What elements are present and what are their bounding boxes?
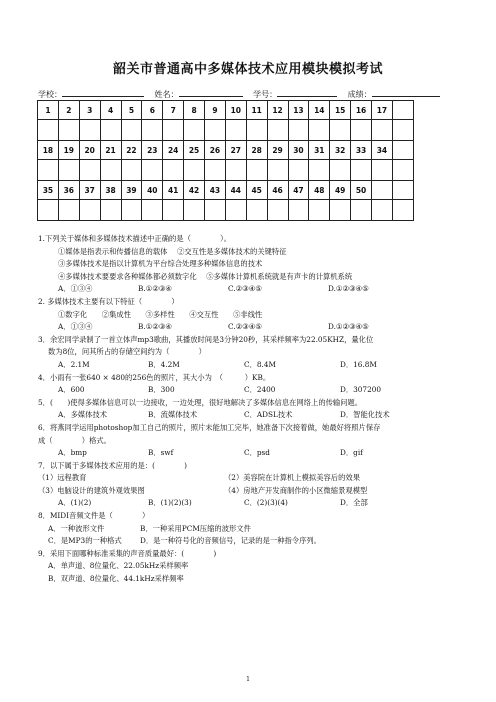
question-number-cell: 1 [38, 101, 59, 120]
q1-option-a[interactable]: A．①③④ [58, 284, 93, 294]
question-number-cell: 9 [205, 101, 226, 120]
answer-cell[interactable] [184, 160, 205, 181]
question-number-cell: 20 [79, 141, 100, 160]
q3-option-b[interactable]: B．4.2M [148, 359, 180, 369]
answer-cell[interactable] [351, 200, 372, 221]
answer-cell[interactable] [142, 120, 163, 141]
question-number-cell: 36 [58, 181, 79, 200]
answer-cell[interactable] [79, 200, 100, 221]
question-number-cell: 2 [58, 101, 79, 120]
q1-option-c[interactable]: C.②③④⑤ [228, 284, 262, 294]
score-field[interactable] [372, 88, 440, 97]
answer-cell[interactable] [392, 120, 413, 141]
question-number-cell [392, 181, 413, 200]
answer-cell[interactable] [288, 120, 309, 141]
answer-cell[interactable] [288, 160, 309, 181]
q8-option-d[interactable]: D．是一种符号化的音频信号，记录的是一种指令序列。 [140, 536, 321, 546]
answer-cell[interactable] [309, 200, 330, 221]
question-number-cell: 45 [246, 181, 267, 200]
question-number-cell: 4 [100, 101, 121, 120]
q1-statement-3: ④多媒体技术要要求各种媒体都必须数字化 ⑤多媒体计算机系统就是有声卡的计算机系统 [58, 271, 353, 281]
answer-cell[interactable] [309, 120, 330, 141]
school-label: 学校： [38, 90, 62, 99]
answer-number-row [38, 101, 414, 120]
q7-option-a[interactable]: A．(1)(2) [58, 498, 92, 508]
question-number-cell: 13 [288, 101, 309, 120]
question-number-cell: 18 [38, 141, 59, 160]
question-number-cell [392, 101, 413, 120]
question-number-cell: 27 [225, 141, 246, 160]
question-number-cell [372, 181, 393, 200]
answer-cell[interactable] [267, 200, 288, 221]
question-number-cell: 28 [246, 141, 267, 160]
question-number-cell: 41 [163, 181, 184, 200]
answer-cell[interactable] [372, 120, 393, 141]
q7-items-row2 [38, 485, 468, 498]
answer-cell[interactable] [288, 200, 309, 221]
q3-option-c[interactable]: C．8.4M [244, 359, 276, 369]
question-number-cell: 25 [184, 141, 205, 160]
answer-cell[interactable] [246, 120, 267, 141]
student-id-field[interactable] [277, 88, 337, 97]
question-number-cell: 37 [79, 181, 100, 200]
q7-item-3: （3）电脑设计的建筑外观效果图 [38, 485, 145, 495]
question-number-cell: 48 [309, 181, 330, 200]
q3-option-a[interactable]: A．2.1M [58, 359, 90, 369]
q7-items-row1 [38, 472, 468, 485]
answer-cell[interactable] [163, 200, 184, 221]
answer-cell[interactable] [58, 160, 79, 181]
answer-cell[interactable] [163, 120, 184, 141]
q7-item-2: （2）美容院在计算机上模拟美容后的效果 [224, 473, 360, 483]
q2-options [38, 321, 468, 334]
q1-option-d[interactable]: D.①②③④⑤ [328, 284, 369, 294]
question-number-cell [392, 141, 413, 160]
answer-grid [37, 100, 414, 221]
answer-cell[interactable] [100, 160, 121, 181]
question-number-cell: 23 [142, 141, 163, 160]
q7-option-d[interactable]: D．全部 [340, 498, 368, 508]
q6-option-b[interactable]: B．swf [148, 448, 174, 458]
answer-cell[interactable] [392, 200, 413, 221]
question-number-cell: 10 [225, 101, 246, 120]
q4-option-c[interactable]: C．2400 [244, 385, 276, 395]
answer-cell[interactable] [246, 160, 267, 181]
answer-cell[interactable] [351, 160, 372, 181]
q2-option-a[interactable]: A．①③④ [58, 322, 93, 332]
q2-option-c[interactable]: C.②③④⑤ [228, 322, 262, 332]
q2-option-d[interactable]: D.①②③④⑤ [328, 322, 369, 332]
answer-cell[interactable] [142, 160, 163, 181]
question-number-cell: 3 [79, 101, 100, 120]
answer-cell[interactable] [38, 120, 59, 141]
student-id-label: 学号： [253, 90, 278, 99]
answer-cell[interactable] [121, 200, 142, 221]
question-number-cell: 30 [288, 141, 309, 160]
question-number-cell: 49 [330, 181, 351, 200]
q6-option-d[interactable]: D．gif [340, 448, 363, 458]
q7-item-4: （4）房地产开发商制作的小区微缩景观模型 [224, 485, 368, 495]
answer-cell[interactable] [79, 160, 100, 181]
question-number-cell: 44 [225, 181, 246, 200]
question-number-cell: 22 [121, 141, 142, 160]
question-number-cell: 6 [142, 101, 163, 120]
answer-cell[interactable] [58, 120, 79, 141]
question-number-cell: 33 [351, 141, 372, 160]
answer-cell[interactable] [100, 200, 121, 221]
q3-options [38, 359, 468, 372]
answer-cell[interactable] [121, 160, 142, 181]
answer-cell[interactable] [246, 200, 267, 221]
answer-cell[interactable] [184, 200, 205, 221]
q5-options [38, 409, 468, 422]
q6-options [38, 447, 468, 460]
answer-cell[interactable] [372, 200, 393, 221]
school-field[interactable] [62, 88, 144, 97]
question-number-cell: 17 [372, 101, 393, 120]
q4-options [38, 384, 468, 397]
q5-stem: 5．( )使得多媒体信息可以一边接收，一边处理，很好地解决了多媒体信息在网络上的传输问题。 [38, 397, 363, 407]
q1-statement-1: ①媒体是指表示和传播信息的载体 ②交互性是多媒体技术的关键特征 [58, 246, 287, 256]
q8-option-a[interactable]: A．一种波形文件 [48, 523, 105, 533]
answer-cell[interactable] [267, 160, 288, 181]
question-number-cell: 29 [267, 141, 288, 160]
q7-option-b[interactable]: B．(1)(2)(3) [148, 498, 192, 508]
q1-option-b[interactable]: B.①②③④ [138, 284, 172, 294]
q7-stem: 7．以下属于多媒体技术应用的是：( ) [38, 460, 187, 470]
q2-option-b[interactable]: B.①②③④ [138, 322, 172, 332]
answer-blank-row [38, 120, 414, 141]
question-number-cell: 32 [330, 141, 351, 160]
q4-stem: 4．小雨有一张640 × 480的256色的照片，其大小为 （ ）KB。 [38, 372, 271, 382]
answer-cell[interactable] [309, 160, 330, 181]
q9-stem: 9．采用下面哪种标准采集的声音质量最好：( ) [38, 548, 217, 558]
answer-cell[interactable] [38, 200, 59, 221]
question-number-cell: 15 [330, 101, 351, 120]
questions [38, 233, 468, 586]
question-number-cell: 47 [288, 181, 309, 200]
answer-number-row [38, 141, 414, 160]
q8-option-b[interactable]: B．一种采用PCM压缩的波形文件 [140, 523, 251, 533]
q5-option-c[interactable]: C．ADSL技术 [244, 410, 293, 420]
q6-option-a[interactable]: A．bmp [58, 448, 87, 458]
answer-cell[interactable] [267, 120, 288, 141]
question-number-cell: 42 [184, 181, 205, 200]
question-number-cell: 50 [351, 181, 372, 200]
question-number-cell: 34 [372, 141, 393, 160]
q4-option-d[interactable]: D．307200 [340, 385, 382, 395]
q6-stem: 6．将燕同学运用photoshop加工自己的照片，照片未能加工完毕，她准备下次接着做，她最好将照片保存 [38, 422, 381, 432]
answer-cell[interactable] [142, 200, 163, 221]
q8-stem: 8．MIDI音频文件是（ ） [38, 511, 150, 521]
answer-cell[interactable] [121, 120, 142, 141]
answer-cell[interactable] [205, 120, 226, 141]
answer-cell[interactable] [330, 200, 351, 221]
q6-stem-cont: 成（ ）格式。 [38, 435, 111, 445]
q5-option-a[interactable]: A．多媒体技术 [58, 410, 108, 420]
question-number-cell: 40 [142, 181, 163, 200]
answer-cell[interactable] [205, 200, 226, 221]
answer-cell[interactable] [100, 120, 121, 141]
answer-blank-row [38, 160, 414, 181]
q1-stem: 1.下列关于媒体和多媒体技术描述中正确的是（ ）。 [38, 234, 232, 243]
answer-cell[interactable] [38, 160, 59, 181]
question-number-cell: 19 [58, 141, 79, 160]
question-number-cell: 26 [205, 141, 226, 160]
q8-option-c[interactable]: C．是MP3的一种格式 [48, 536, 122, 546]
question-number-cell: 39 [121, 181, 142, 200]
student-info-row [38, 88, 468, 100]
name-field[interactable] [179, 88, 243, 97]
answer-cell[interactable] [163, 160, 184, 181]
question-number-cell: 5 [121, 101, 142, 120]
answer-cell[interactable] [330, 120, 351, 141]
q2-statement-1: ①数字化 ②集成性 ③多样性 ④交互性 ⑤非线性 [58, 309, 263, 319]
q9-option-b[interactable]: B．双声道、8位量化、44.1kHz采样频率 [48, 574, 184, 584]
question-number-cell: 38 [100, 181, 121, 200]
answer-cell[interactable] [58, 200, 79, 221]
answer-cell[interactable] [330, 160, 351, 181]
q8-options-row1 [38, 523, 468, 536]
q9-option-a[interactable]: A．单声道、8位量化、22.05kHz采样频率 [48, 561, 189, 571]
q6-option-c[interactable]: C．psd [244, 448, 270, 458]
answer-cell[interactable] [225, 160, 246, 181]
question-number-cell: 46 [267, 181, 288, 200]
q7-options [38, 497, 468, 510]
answer-cell[interactable] [225, 120, 246, 141]
question-number-cell: 43 [205, 181, 226, 200]
q7-option-c[interactable]: C．(2)(3)(4) [244, 498, 288, 508]
question-number-cell: 21 [100, 141, 121, 160]
question-number-cell: 12 [267, 101, 288, 120]
question-number-cell: 8 [184, 101, 205, 120]
name-label: 姓名： [154, 90, 179, 99]
q1-statement-2: ③多媒体技术是指以计算机为平台综合处理多种媒体信息的技术 [58, 259, 263, 269]
q2-stem: 2. 多媒体技术主要有以下特征（ ） [38, 296, 179, 306]
q3-stem-cont: 数为8位，问其所占的存储空间约为（ ） [48, 347, 206, 357]
q7-item-1: （1）远程教育 [38, 473, 87, 483]
question-number-cell: 14 [309, 101, 330, 120]
q1-options [38, 283, 468, 296]
q4-option-b[interactable]: B．300 [148, 385, 175, 395]
q4-option-a[interactable]: A．600 [58, 385, 85, 395]
answer-cell[interactable] [184, 120, 205, 141]
question-number-cell: 16 [351, 101, 372, 120]
score-label: 成绩： [347, 90, 372, 99]
q5-option-b[interactable]: B．流媒体技术 [148, 410, 198, 420]
answer-cell[interactable] [392, 160, 413, 181]
answer-cell[interactable] [79, 120, 100, 141]
answer-blank-row [38, 200, 414, 221]
answer-cell[interactable] [225, 200, 246, 221]
question-number-cell: 35 [38, 181, 59, 200]
question-number-cell: 24 [163, 141, 184, 160]
q3-stem: 3．余宏同学录制了一首立体声mp3歌曲，其播放时间是3分钟20秒，其采样频率为22.05KHZ，量化位 [38, 334, 374, 344]
answer-cell[interactable] [205, 160, 226, 181]
question-number-cell: 7 [163, 101, 184, 120]
answer-number-row [38, 181, 414, 200]
answer-cell[interactable] [372, 160, 393, 181]
answer-cell[interactable] [351, 120, 372, 141]
page-number: 1 [246, 676, 250, 683]
q8-options-row2 [38, 535, 468, 548]
question-number-cell: 11 [246, 101, 267, 120]
exam-title: 韶关市普通高中多媒体技术应用模块模拟考试 [112, 62, 383, 77]
q5-option-d[interactable]: D．智能化技术 [340, 410, 390, 420]
q3-option-d[interactable]: D．16.8M [340, 359, 377, 369]
question-number-cell: 31 [309, 141, 330, 160]
